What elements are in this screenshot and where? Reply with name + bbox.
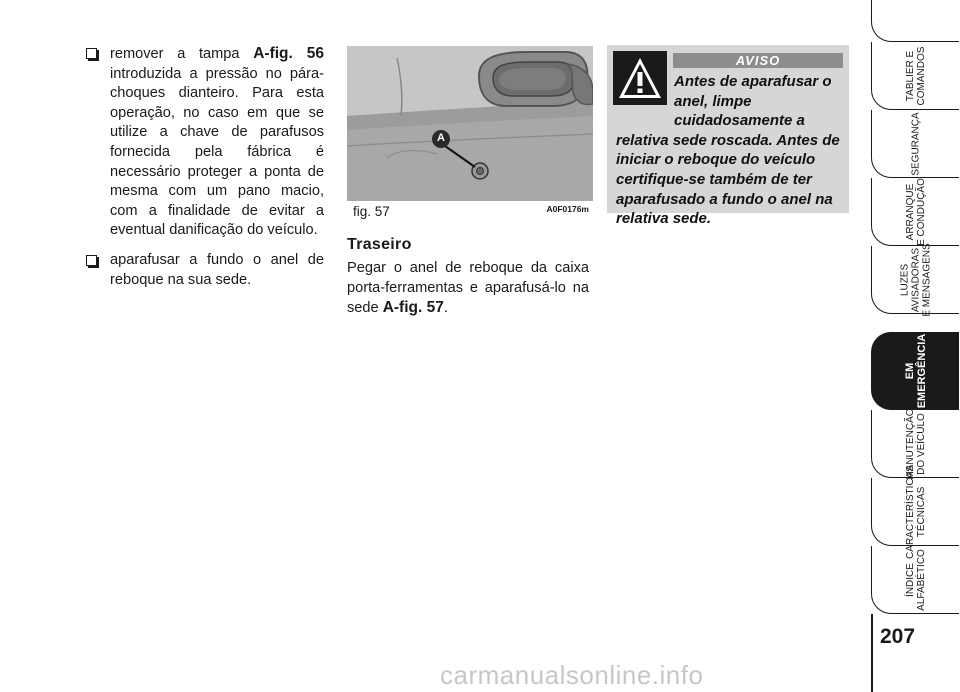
tab-label: MANUTENÇÃO DO VEÍCULO xyxy=(904,407,927,480)
list-item-text: introduzida a pressão no pára-choques dianteiro. Para esta operação, no caso em que se utilize a chave de parafusos fornecida pela fábrica é necessário proteger a ponta de mesma com um pano macio, com a finalidade de evitar a eventual danificação do veículo. xyxy=(110,65,324,239)
bumper-illustration xyxy=(347,46,593,201)
section-body: Pegar o anel de reboque da caixa porta-ferramentas e aparafusá-lo na sede xyxy=(347,260,589,317)
bumper-photo xyxy=(347,46,593,201)
chapter-tabs xyxy=(871,0,960,692)
tab-luzes-avisadoras[interactable] xyxy=(871,242,959,317)
page-number: 207 xyxy=(880,625,916,648)
list-item xyxy=(86,44,324,241)
tab-label: ARRANQUE E CONDUÇÃO xyxy=(904,177,927,246)
tab-label: TABLIER E COMANDOS xyxy=(904,46,927,105)
tab-label: ÍNDICE ALFABÉTICO xyxy=(904,548,927,611)
warning-body: Antes de aparafusar o anel, limpe cuidadosamente a relativa sede roscada. Antes de iniciar o reboque do veículo certifique-se também de ter aparafusado a fundo o anel na relativa sede. xyxy=(616,73,840,228)
callout-label: A xyxy=(437,132,445,144)
tab-divider xyxy=(871,614,873,692)
tab-tablier-comandos[interactable] xyxy=(871,0,959,42)
warning-header: AVISO xyxy=(673,53,843,68)
figure-caption: fig. 57 xyxy=(353,204,390,219)
tab-label: SEGURANÇA xyxy=(910,111,921,176)
left-column xyxy=(86,44,324,300)
tab-arranque-conducao[interactable] xyxy=(871,178,959,246)
list-item xyxy=(86,251,324,290)
section-title: Traseiro xyxy=(347,236,412,253)
section-text xyxy=(347,259,589,319)
tab-caracteristicas[interactable] xyxy=(871,464,959,559)
warning-text xyxy=(616,72,846,229)
tab-label: CARACTERÍSTICAS TÉCNICAS xyxy=(904,464,927,559)
tab-indice[interactable] xyxy=(871,546,959,614)
list-item-text: remover a tampa xyxy=(110,46,254,62)
warning-box xyxy=(607,45,849,228)
figure-code: A0F0176m xyxy=(546,204,589,214)
figure-reference: A-fig. 56 xyxy=(253,45,324,62)
list-item-text: aparafusar a fundo o anel de reboque na sua sede. xyxy=(110,251,324,288)
watermark: carmanualsonline.info xyxy=(440,660,704,690)
tab-tablier-e-comandos[interactable] xyxy=(871,42,959,110)
tab-label: EM EMERGÊNCIA xyxy=(903,333,928,408)
tab-seguranca[interactable] xyxy=(871,110,959,178)
figure-57 xyxy=(347,46,593,224)
checkbox-bullet-icon xyxy=(86,255,97,266)
figure-reference: A-fig. 57 xyxy=(382,299,444,317)
section-end: . xyxy=(443,300,448,317)
tab-label: LUZES AVISADORAS E MENSAGENS xyxy=(899,242,932,317)
tab-em-emergencia[interactable] xyxy=(871,332,959,410)
checkbox-bullet-icon xyxy=(86,48,97,59)
